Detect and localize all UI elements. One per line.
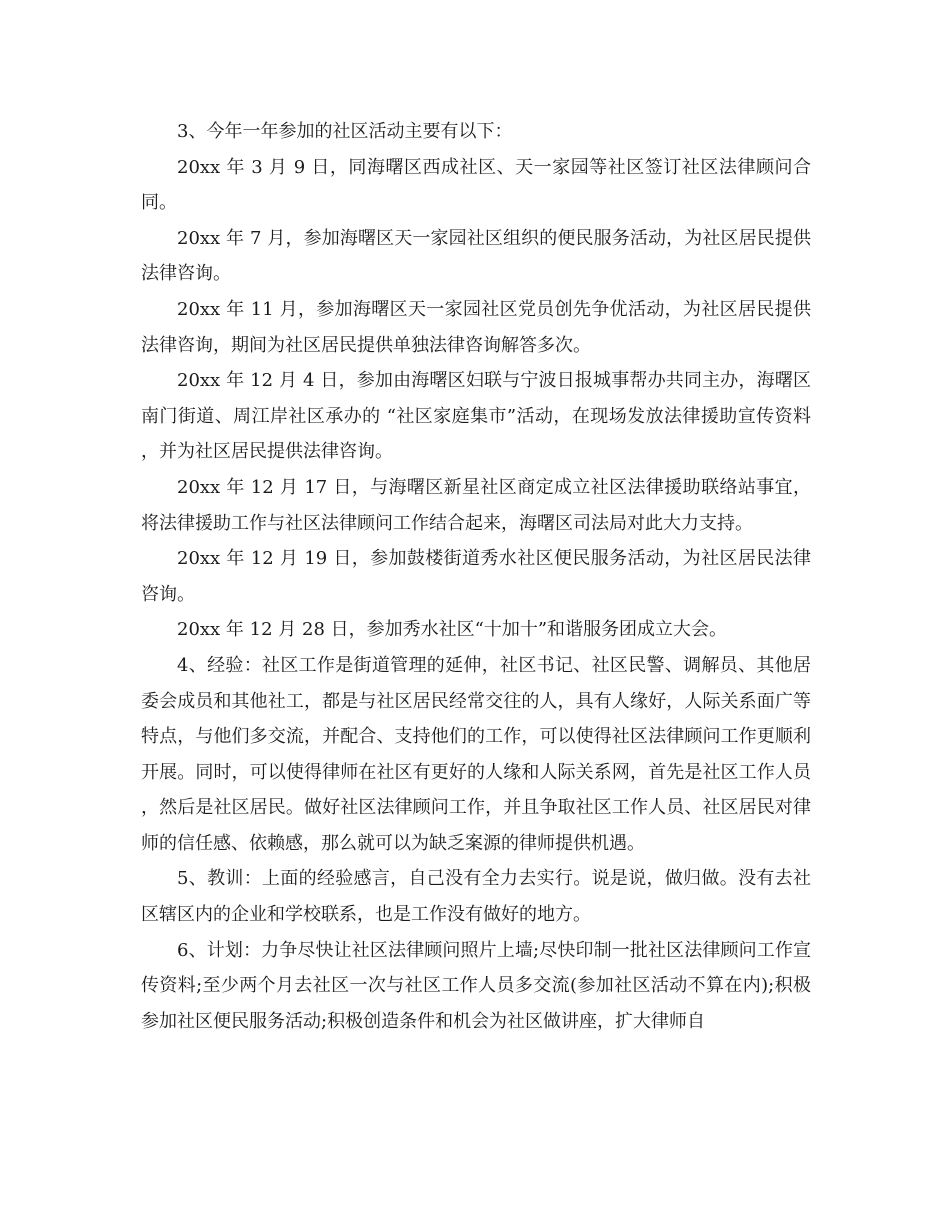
paragraph-activity-mar-9: 20xx 年 3 月 9 日，同海曙区西成社区、天一家园等社区签订社区法律顾问合同。	[141, 156, 811, 214]
paragraph-activity-dec-17: 20xx 年 12 月 17 日，与海曙区新星社区商定成立社区法律援助联络站事宜，将法律援助工作与社区法律顾问工作结合起来，海曙区司法局对此大力支持。	[141, 476, 811, 534]
document-body	[141, 114, 811, 1039]
paragraph-activity-jul: 20xx 年 7 月，参加海曙区天一家园社区组织的便民服务活动，为社区居民提供法律咨询。	[141, 227, 811, 285]
paragraph-activities-heading: 3、今年一年参加的社区活动主要有以下：	[177, 121, 513, 142]
paragraph-activity-nov: 20xx 年 11 月，参加海曙区天一家园社区党员创先争优活动，为社区居民提供法律咨询，期间为社区居民提供单独法律咨询解答多次。	[141, 298, 811, 356]
paragraph-activity-dec-19: 20xx 年 12 月 19 日，参加鼓楼街道秀水社区便民服务活动，为社区居民法律咨询。	[141, 548, 811, 605]
paragraph-plan: 6、计划：力争尽快让社区法律顾问照片上墙;尽快印制一批社区法律顾问工作宣传资料;至少两个月去社区一次与社区工作人员多交流(参加社区活动不算在内);积极参加社区便民服务活动;积极创造条件和机会为社区做讲座，扩大律师自	[141, 939, 811, 1032]
paragraph-lessons: 5、教训：上面的经验感言，自己没有全力去实行。说是说，做归做。没有去社区辖区内的企业和学校联系，也是工作没有做好的地方。	[141, 868, 811, 926]
paragraph-experience: 4、经验：社区工作是街道管理的延伸，社区书记、社区民警、调解员、其他居委会成员和其他社工，都是与社区居民经常交往的人，具有人缘好，人际关系面广等特点，与他们多交流，并配合、支持他们的工作，可以使得社区法律顾问工作更顺利开展。同时，可以使得律师在社区有更好的人缘和人际关系网，首先是社区工作人员，然后是社区居民。做好社区法律顾问工作，并且争取社区工作人员、社区居民对律师的信任感、依赖感，那么就可以为缺乏案源的律师提供机遇。	[141, 654, 811, 854]
paragraph-activity-dec-4: 20xx 年 12 月 4 日，参加由海曙区妇联与宁波日报城事帮办共同主办，海曙区南门街道、周江岸社区承办的 “社区家庭集市”活动，在现场发放法律援助宣传资料，并为社区居民提供法律咨询。	[141, 370, 811, 463]
paragraph-activity-dec-28: 20xx 年 12 月 28 日，参加秀水社区“十加十”和谐服务团成立大会。	[177, 619, 728, 641]
